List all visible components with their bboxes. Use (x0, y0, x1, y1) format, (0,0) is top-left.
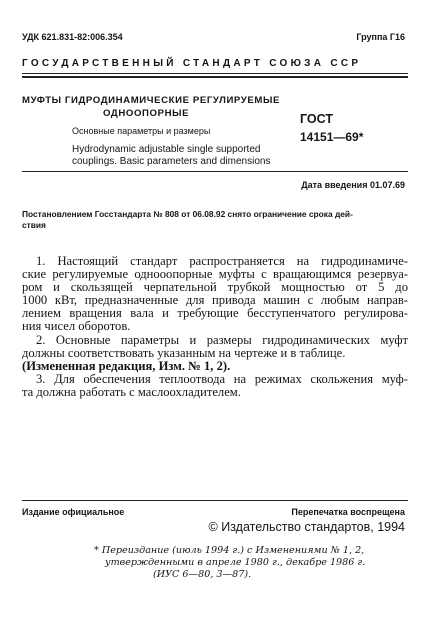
standard-banner: ГОСУДАРСТВЕННЫЙ СТАНДАРТ СОЮЗА ССР (22, 58, 362, 69)
p1-line: лением вращения вала и требующие бесступенчатого регулирова- (22, 306, 408, 320)
title-ru-line1: МУФТЫ ГИДРОДИНАМИЧЕСКИЕ РЕГУЛИРУЕМЫЕ (22, 95, 280, 106)
gost-label: ГОСТ (300, 112, 333, 126)
reissue-line2: утвержденными в апреле 1980 г., декабре 1986 г. (105, 557, 366, 568)
p3-line: 3. Для обеспечения теплоотвода на режимах скольжения муф- (36, 372, 408, 386)
title-rule (22, 171, 408, 172)
title-en-line1: Hydrodynamic adjustable single supported (72, 144, 261, 155)
p2-line: 2. Основные параметры и размеры гидродинамических муфт (36, 333, 408, 347)
decree-line2: ствия (22, 220, 46, 230)
title-ru-line2: ОДНООПОРНЫЕ (103, 108, 190, 119)
banner-rule (22, 73, 408, 74)
udk-code: УДК 621.831-82:006.354 (22, 32, 123, 42)
footer-rule (22, 500, 408, 501)
gost-number: 14151—69* (300, 130, 364, 144)
p1-line: ния чисел оборотов. (22, 319, 131, 333)
p1-line: 1. Настоящий стандарт распространяется на гидродинамиче- (36, 254, 408, 268)
reissue-line1: * Переиздание (июль 1994 г.) с Изменениями № 1, 2, (94, 545, 365, 556)
p1-line: ские регулируемые однооопорные муфты с вращающимся резервуа- (22, 267, 408, 281)
decree-line1: Постановлением Госстандарта № 808 от 06.08.92 снято ограничение срока дей- (22, 209, 353, 219)
title-en-line2: couplings. Basic parameters and dimensions (72, 156, 271, 167)
p3-line: та должна работать с маслоохладителем. (22, 385, 241, 399)
p1-line: 1000 кВт, предназначенные для привода машин с любым направ- (22, 293, 408, 307)
title-ru-subtitle: Основные параметры и размеры (72, 126, 211, 136)
banner-rule-double (22, 76, 408, 78)
official-edition: Издание официальное (22, 507, 125, 517)
effective-date: Дата введения 01.07.69 (301, 180, 405, 190)
amendment-note: (Измененная редакция, Изм. № 1, 2). (22, 359, 231, 373)
group-code: Группа Г16 (356, 32, 405, 42)
paragraph-3 (22, 373, 408, 399)
p2-line: должны соответствовать указанным на чертеже и в таблице. (22, 346, 346, 360)
reprint-notice: Перепечатка воспрещена (291, 507, 405, 517)
paragraph-1 (22, 255, 408, 333)
copyright: © Издательство стандартов, 1994 (208, 520, 405, 534)
p1-line: ром и скользящей черпательной трубкой мощностью от 5 до (22, 280, 408, 294)
paragraph-2 (22, 334, 408, 360)
reissue-line3: (ИУС 6—80, 3—87). (153, 569, 252, 580)
